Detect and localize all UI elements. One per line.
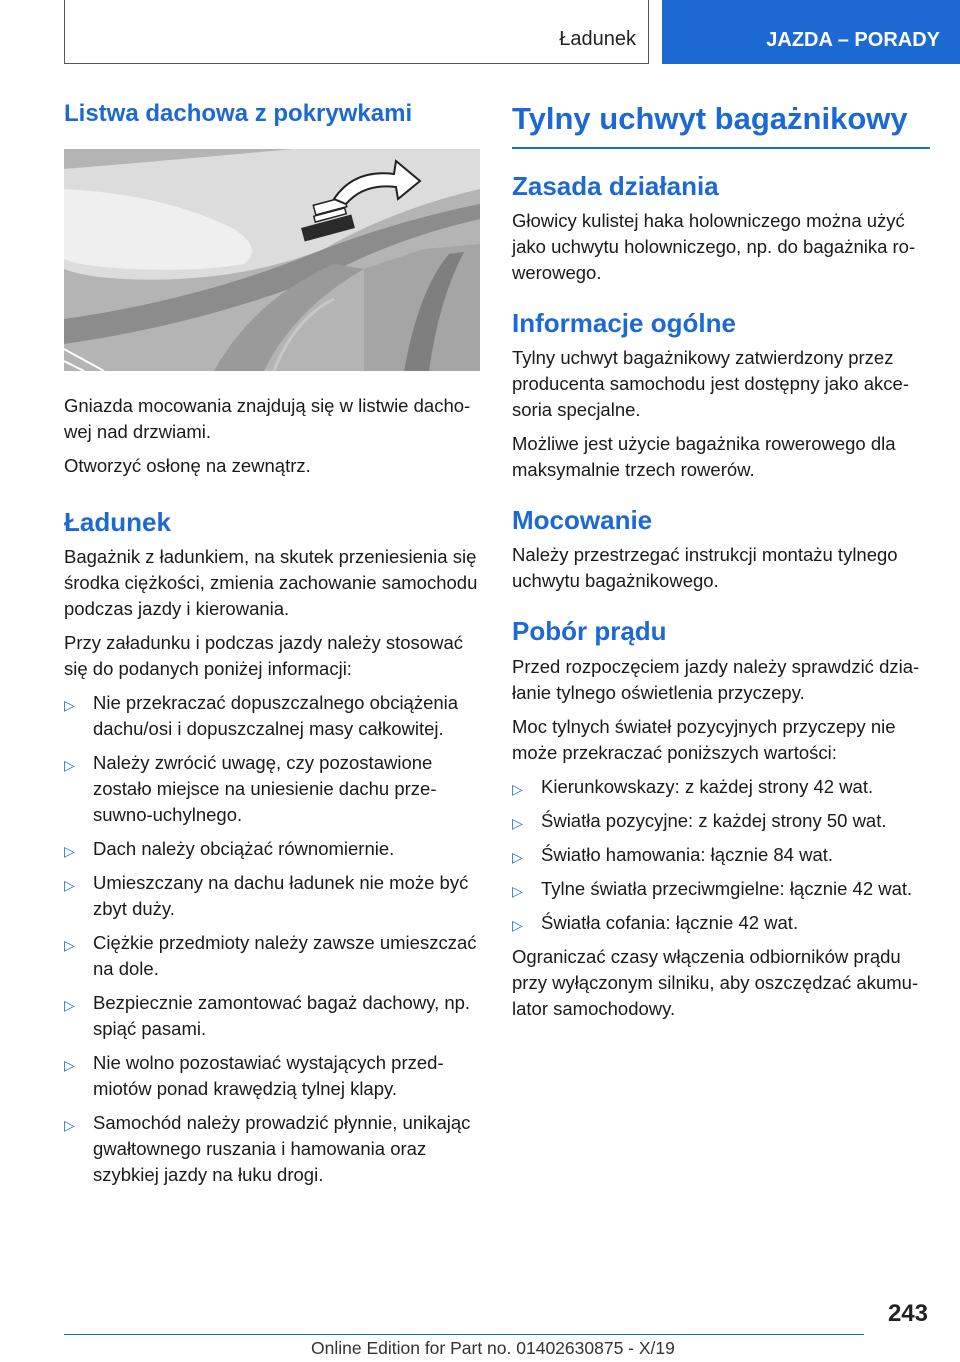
triangle-bullet-icon: ▷ <box>512 916 523 933</box>
list-item: ▷ Nie wolno pozostawiać wystających przedmiotów ponad krawędzią tylnej klapy. <box>64 1051 444 1099</box>
mounting-heading: Mocowanie <box>512 505 653 536</box>
figure-caption-1: Gniazda mocowania znajdują się w listwie dachowej nad drzwiami. <box>64 394 471 442</box>
header-section-title: Ładunek <box>559 28 636 50</box>
list-item: ▷ Należy zwrócić uwagę, czy pozostawione zostało miejsce na uniesienie dachu przesuwno-uchylnego. <box>64 751 437 825</box>
page-title: Tylny uchwyt bagażnikowy <box>512 100 930 149</box>
power-draw-heading: Pobór prądu <box>512 616 667 647</box>
triangle-bullet-icon: ▷ <box>64 696 75 713</box>
list-item: ▷ Samochód należy prowadzić płynnie, unikając gwałtownego ruszania i hamowania oraz szybkiej jazdy na łuku drogi. <box>64 1111 471 1185</box>
triangle-bullet-icon: ▷ <box>512 848 523 865</box>
triangle-bullet-icon: ▷ <box>64 876 75 893</box>
power-bullet-list <box>512 774 930 936</box>
triangle-bullet-icon: ▷ <box>64 996 75 1013</box>
page-number: 243 <box>887 1300 928 1327</box>
list-item: ▷ Ciężkie przedmioty należy zawsze umieszczać na dole. <box>64 931 477 979</box>
general-info-paragraph-1: Tylny uchwyt bagażnikowy zatwierdzony przez producenta samochodu jest dostępny jako akcesoria specjalne. <box>512 347 909 421</box>
load-bullet-list <box>64 690 480 1188</box>
roof-rail-illustration <box>64 149 480 371</box>
load-paragraph-1: Bagażnik z ładunkiem, na skutek przeniesienia się środka ciężkości, zmienia zachowanie samochodu podczas jazdy i kierowania. <box>64 545 478 619</box>
list-item: ▷ Tylne światła przeciwmgielne: łącznie 42 wat. <box>512 876 930 902</box>
principle-paragraph: Głowicy kulistej haka holowniczego można użyć jako uchwytu holowniczego, np. do bagażnika rowerowego. <box>512 209 916 283</box>
power-draw-paragraph-2: Moc tylnych świateł pozycyjnych przyczepy nie może przekraczać poniższych wartości: <box>512 715 896 763</box>
header-chapter-tab: JAZDA – PORADY <box>662 0 960 64</box>
power-draw-paragraph-1: Przed rozpoczęciem jazdy należy sprawdzić działanie tylnego oświetlenia przyczepy. <box>512 655 920 703</box>
triangle-bullet-icon: ▷ <box>64 842 75 859</box>
triangle-bullet-icon: ▷ <box>64 1116 75 1133</box>
triangle-bullet-icon: ▷ <box>512 882 523 899</box>
list-item: ▷ Bezpiecznie zamontować bagaż dachowy, np. spiąć pasami. <box>64 991 471 1039</box>
list-item: ▷ Światło hamowania: łącznie 84 wat. <box>512 842 930 868</box>
footer-edition-text: Online Edition for Part no. 01402630875 - X/19 <box>311 1338 675 1358</box>
general-info-heading: Informacje ogólne <box>512 307 736 338</box>
load-paragraph-2: Przy załadunku i podczas jazdy należy stosować się do podanych poniżej informacji: <box>64 631 463 679</box>
power-draw-paragraph-3: Ograniczać czasy włączenia odbiorników prądu przy wyłączonym silniku, aby oszczędzać akumulator samochodowy. <box>512 945 919 1019</box>
list-item: ▷ Kierunkowskazy: z każdej strony 42 wat. <box>512 774 930 800</box>
triangle-bullet-icon: ▷ <box>64 936 75 953</box>
principle-heading: Zasada działania <box>512 170 719 201</box>
load-heading: Ładunek <box>64 506 171 537</box>
triangle-bullet-icon: ▷ <box>512 814 523 831</box>
triangle-bullet-icon: ▷ <box>64 1056 75 1073</box>
triangle-bullet-icon: ▷ <box>512 780 523 797</box>
list-item: ▷ Dach należy obciążać równomiernie. <box>64 836 480 862</box>
list-item: ▷ Światła pozycyjne: z każdej strony 50 wat. <box>512 808 930 834</box>
list-item: ▷ Światła cofania: łącznie 42 wat. <box>512 910 930 936</box>
footer-divider <box>64 1334 864 1335</box>
mounting-paragraph: Należy przestrzegać instrukcji montażu tylnego uchwytu bagażnikowego. <box>512 544 898 592</box>
list-item: ▷ Umieszczany na dachu ładunek nie może być zbyt duży. <box>64 871 469 919</box>
list-item: ▷ Nie przekraczać dopuszczalnego obciążenia dachu/osi i dopuszczalnej masy całkowitej. <box>64 691 459 739</box>
left-column <box>64 100 480 1196</box>
right-column <box>512 100 930 1030</box>
figure-caption-2: Otworzyć osłonę na zewnątrz. <box>64 454 311 476</box>
general-info-paragraph-2: Możliwe jest użycie bagażnika rowerowego dla maksymalnie trzech rowerów. <box>512 433 896 481</box>
roof-rail-heading: Listwa dachowa z pokrywkami <box>64 100 413 127</box>
triangle-bullet-icon: ▷ <box>64 756 75 773</box>
